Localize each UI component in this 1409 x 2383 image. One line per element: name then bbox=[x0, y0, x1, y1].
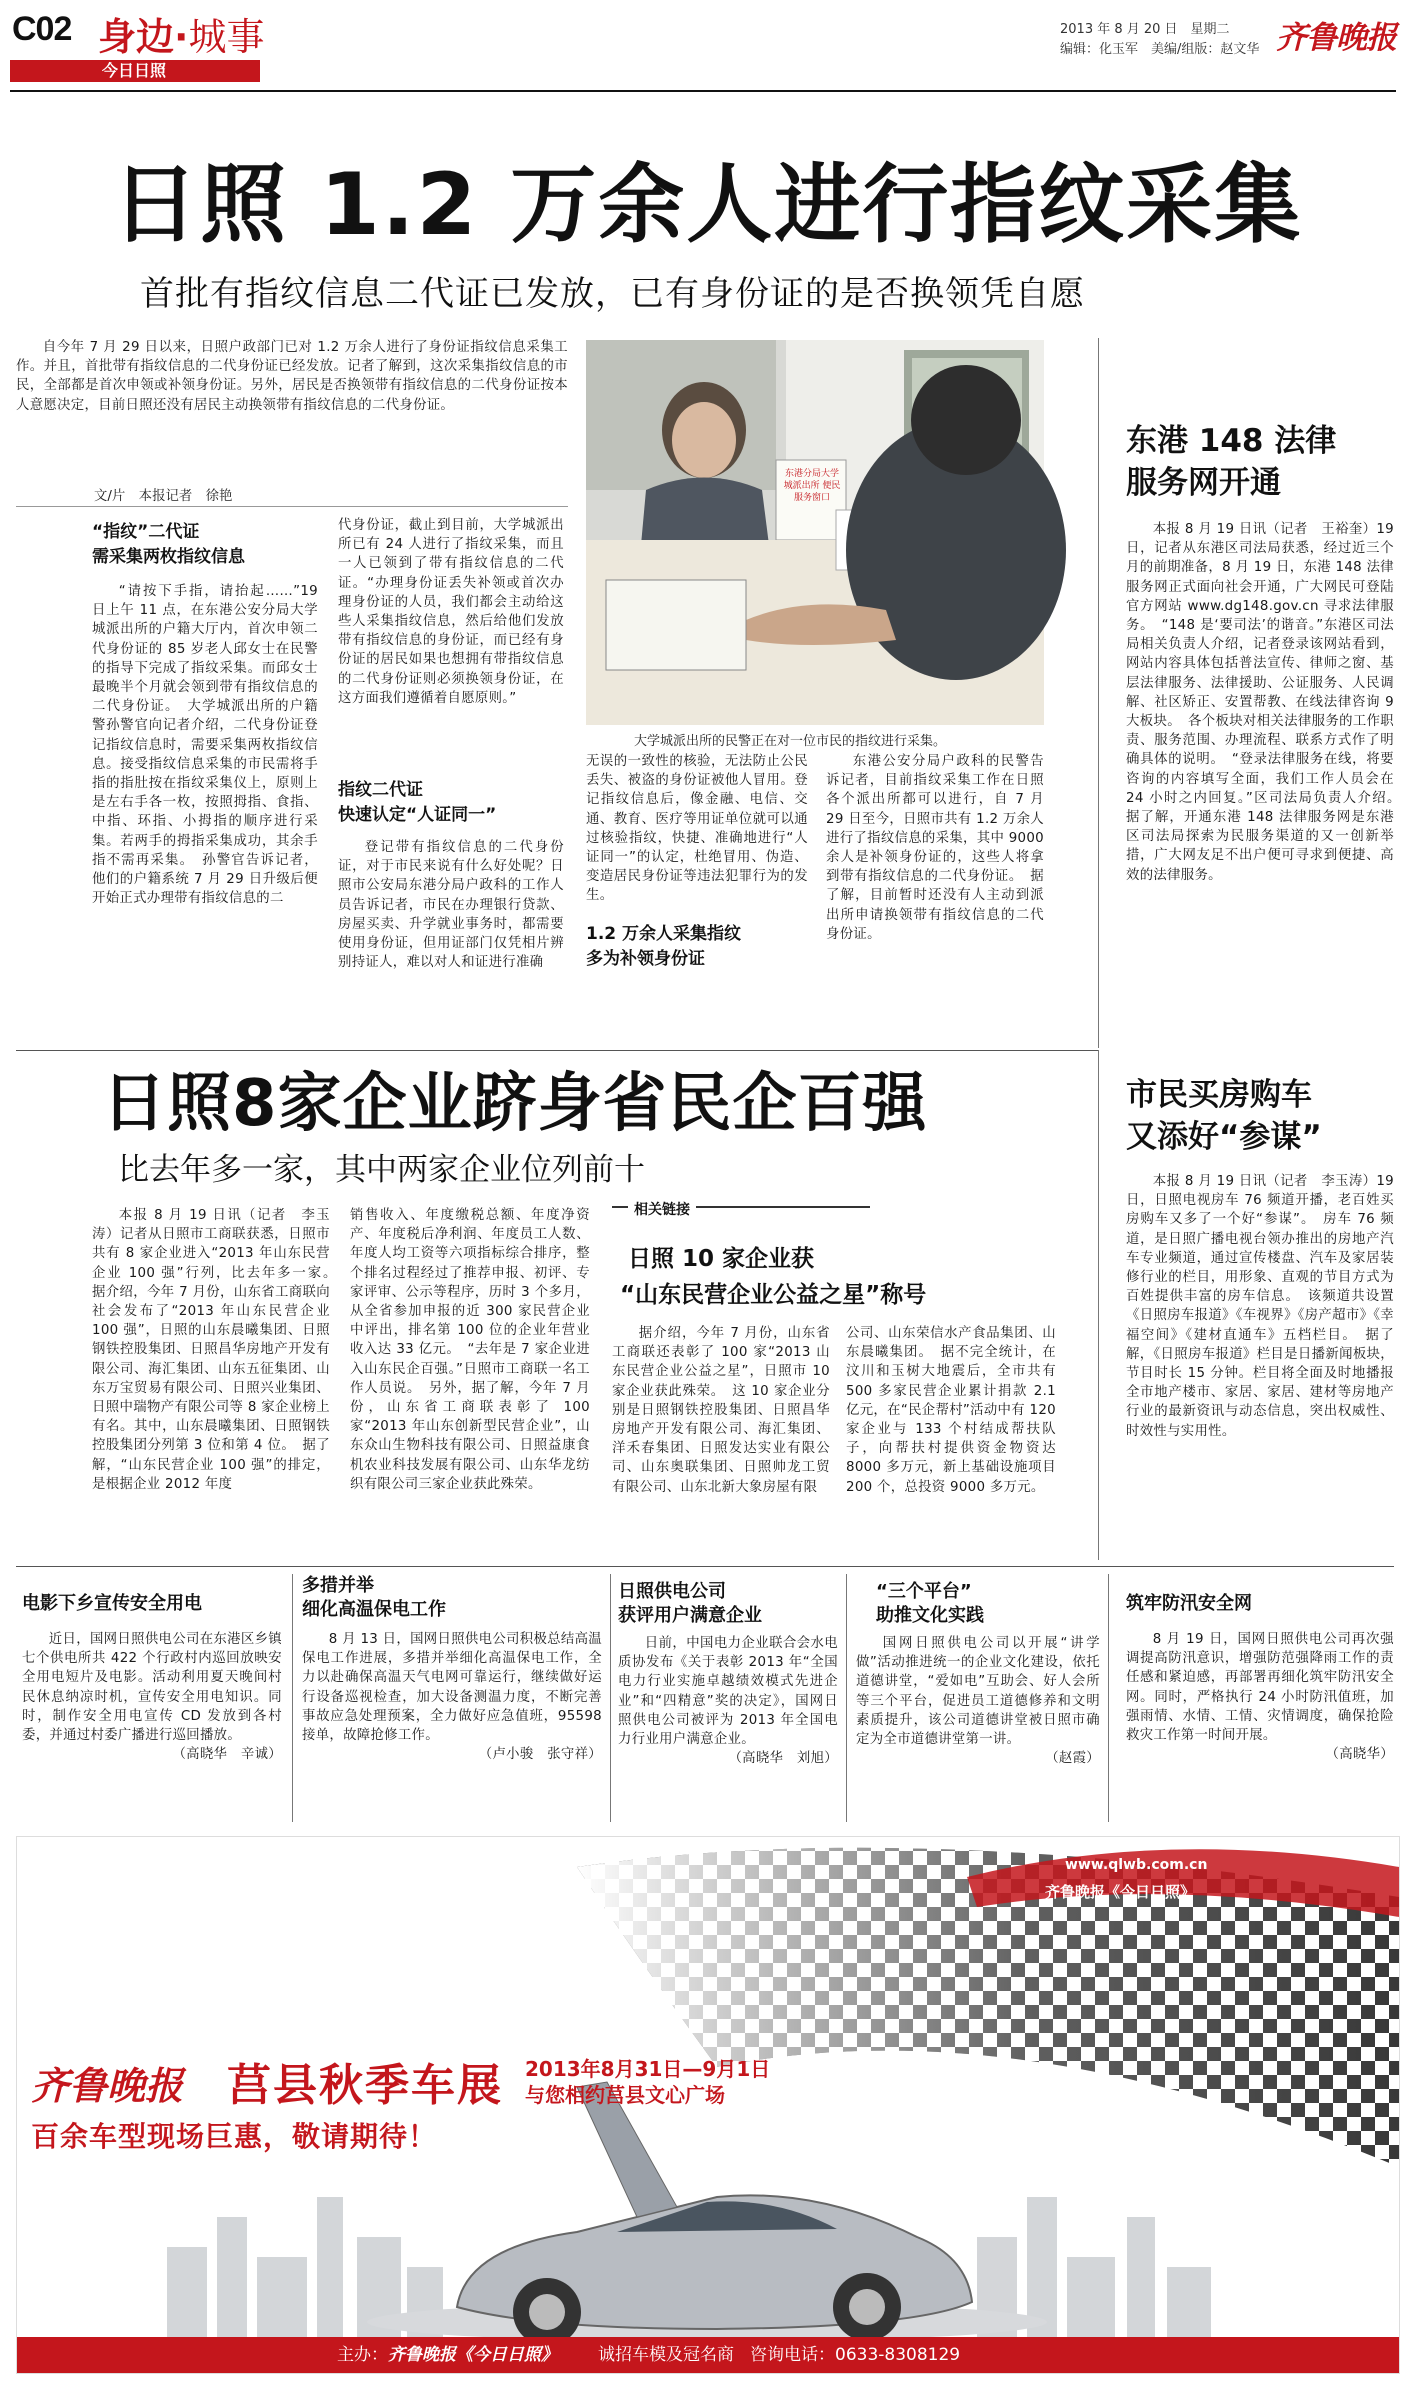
brief-1-text: 近日，国网日照供电公司在东港区乡镇七个供电所共 422 个行政村内巡回放映安全用电短片及电影。活动利用夏天晚间村民休息纳凉时机，宣传安全用电知识。同时，制作安全用电宣传 CD 发放到各村委，并通过村委广播进行巡回播放。 bbox=[22, 1632, 282, 1744]
related-headline-2: “山东民营企业公益之星”称号 bbox=[620, 1282, 927, 1308]
ad-title: 莒县秋季车展 bbox=[227, 2060, 503, 2111]
header-rule bbox=[10, 90, 1396, 92]
legal-headline-1: 东港 148 法律 bbox=[1126, 423, 1337, 459]
brief-3-body bbox=[618, 1634, 838, 1749]
article2-col2-text: 销售收入、年度缴税总额、年度净资产、年度税后净利润、年度员工人数、年度人均工资等六项指标综合排序，整个排名过程经过了推荐申报、初评、专家评审、公示等程序，历时 3 个多月，从全省参加申报的近 300 家民营企业中评出，排名第 100 位的企业年营业收入达 33 亿元。 “去年是 7 家企业进入山东民企百强。”日照市工商联一名工作人员说。 另外，据了解，今年 7 月份，山东省工商联表彰了 100 家“2013 年山东创新型民营企业”，山东众山生物科技有限公司、日照益康食机农业科技发展有限公司、山东华龙纺织有限公司三家企业获此殊荣。 bbox=[350, 1208, 590, 1492]
article1-lead-text: 自今年 7 月 29 日以来，日照户政部门已对 1.2 万余人进行了身份证指纹信息采集工作。并且，首批带有指纹信息的二代身份证已经发放。记者了解到，这次采集指纹信息的市民，全部都是首次申领或补领身份证。另外，居民是否换领带有指纹信息的二代身份证按本人意愿决定，目前日照还没有居民主动换领带有指纹信息的二代身份证。 bbox=[16, 340, 568, 413]
related-col1-text: 据介绍，今年 7 月份，山东省工商联还表彰了 100 家“2013 山东民营企业公益之星”，日照市 10 家企业获此殊荣。 这 10 家企业分别是日照钢铁控股集团、日照昌华房地产开发有限公司、海汇集团、洋禾春集团、日照发达实业有限公司、山东奥联集团、日照帅龙工贸有限公司、山东北新大象房屋有限 bbox=[612, 1326, 830, 1495]
subsection-name: 城事 bbox=[188, 15, 265, 59]
article1-col2b-body bbox=[338, 838, 564, 972]
ad-footer-host: 主办： bbox=[337, 2345, 388, 2365]
brief-4-title-1: “三个平台” bbox=[876, 1581, 972, 1602]
byline-rule bbox=[16, 506, 568, 507]
article1-col1-body bbox=[92, 582, 318, 908]
article1-col3-body bbox=[586, 752, 808, 906]
article1-sub3: 1.2 万余人采集指纹 bbox=[586, 923, 742, 944]
brief-4 bbox=[856, 1580, 1100, 1768]
issue-date: 2013 年 8 月 20 日 星期二 bbox=[1060, 22, 1230, 37]
section-name: 身边 bbox=[98, 15, 175, 59]
related-headline-1: 日照 10 家企业获 bbox=[628, 1246, 815, 1272]
brief-divider-4 bbox=[1108, 1574, 1109, 1822]
article1-col4 bbox=[826, 752, 1044, 944]
brief-4-sign: （赵霞） bbox=[1045, 1751, 1100, 1767]
article1-col2-text: 代身份证，截止到目前，大学城派出所已有 24 人进行了指纹采集，而且一人已领到了带有指纹信息的二代证。“办理身份证丢失补领或首次办理身份证的人员，我们都会主动给这些人采集指纹信息，然后给他们发放带有指纹信息的身份证，而已经有身份证的居民如果也想拥有带指纹信息的二代身份证则必须换领身份证，在这方面我们遵循着自愿原则。” bbox=[338, 518, 564, 706]
article1-sub1b: 需采集两枚指纹信息 bbox=[92, 547, 245, 567]
legal-body-text: 本报 8 月 19 日讯（记者 王裕奎）19 日，记者从东港区司法局获悉，经过近三个月的前期准备，8 月 19 日，东港 148 法律服务网正式面向社会开通，广大网民可登陆官方网站 www.dg148.gov.cn 寻求法律服务。 “148 是‘要司法’的谐音。”东港区司法局相关负责人介绍，记者登录该网站看到，网站内容具体包括普法宣传、律师之窗、基层法律服务、法律援助、公证服务、人民调解、社区矫正、安置帮教、在线法律咨询 9 大板块。 各个板块对相关法律服务的工作职责、服务范围、办理流程、联系方式作了明确具体的说明。 “登录法律服务在线，将要咨询的内容填写全面，我们工作人员会在 24 小时之内回复。”区司法局负责人介绍。 据了解，开通东港 148 法律服务网是东港区司法局探索为民服务渠道的又一创新举措，广大网友足不出户便可寻求到便捷、高效的法律服务。 bbox=[1126, 522, 1408, 883]
article1-photo bbox=[586, 340, 1044, 725]
article1-col2b-text: 登记带有指纹信息的二代身份证，对于市民来说有什么好处呢？日照市公安局东港分局户政科的工作人员告诉记者，市民在办理银行贷款、房屋买卖、升学就业事务时，都需要使用身份证，但用证部门仅凭相片辨别持证人，难以对人和证进行准确 bbox=[338, 840, 564, 971]
ad-footer-brand: 齐鲁晚报《今日日照》 bbox=[388, 2345, 558, 2365]
ad-footer-phone: 咨询电话：0633-8308129 bbox=[750, 2345, 961, 2365]
brief-3-title-2: 获评用户满意企业 bbox=[618, 1605, 762, 1626]
ad-brand-line: 齐鲁晚报《今日日照》 bbox=[1045, 1883, 1196, 1901]
article2-col1-text: 本报 8 月 19 日讯（记者 李玉涛）记者从日照市工商联获悉，日照市共有 8 家企业进入“2013 年山东民营企业 100 强”行列，比去年多一家。 据介绍，今年 7 月份，山东省工商联向社会发布了“2013 年山东民营企业 100 强”，日照的山东晨曦集团、日照钢铁控股集团、日照昌华房地产开发有限公司、海汇集团、山东五征集团、山东万宝贸易有限公司、日照兴业集团、日照中瑞物产有限公司等 8 家企业榜上有名。其中，山东晨曦集团、日照钢铁控股集团分列第 3 位和第 4 位。 据了解，“山东民营企业 100 强”的排定，是根据企业 2012 年度 bbox=[92, 1208, 344, 1492]
article1-sub2: 指纹二代证 bbox=[338, 780, 423, 800]
car-headline-2: 又添好“参谋” bbox=[1126, 1119, 1322, 1155]
article2-col1 bbox=[92, 1206, 344, 1494]
article1-col2 bbox=[338, 516, 564, 972]
brief-2-title-2: 细化高温保电工作 bbox=[302, 1599, 446, 1620]
col-divider-a1 bbox=[1098, 338, 1099, 1048]
article1-col4-body bbox=[826, 752, 1044, 944]
related-col2 bbox=[846, 1324, 1056, 1497]
article2-col2-body bbox=[350, 1206, 590, 1494]
brief-divider-1 bbox=[292, 1574, 293, 1822]
related-col1-body bbox=[612, 1324, 830, 1497]
car-headline-1: 市民买房购车 bbox=[1126, 1077, 1312, 1113]
brief-1 bbox=[22, 1580, 282, 1764]
article1-col1 bbox=[92, 520, 318, 908]
article1-sub3b: 多为补领身份证 bbox=[586, 948, 705, 969]
car-article bbox=[1126, 1074, 1394, 1562]
ad-footer bbox=[337, 2343, 960, 2367]
article1-headline: 日照 1.2 万余人进行指纹采集 bbox=[112, 155, 1303, 255]
page-number: C02 bbox=[12, 10, 72, 48]
brief-1-body bbox=[22, 1630, 282, 1745]
photo-window-sign: 东港分局大学城派出所 便民服务窗口 bbox=[783, 469, 841, 503]
article1-deck: 首批有指纹信息二代证已发放，已有身份证的是否换领凭自愿 bbox=[140, 274, 1085, 314]
masthead-logo: 齐鲁晚报 bbox=[1276, 20, 1396, 56]
article1-sub2b: 快速认定“人证同一” bbox=[338, 805, 497, 825]
ad-website: www.qlwb.com.cn bbox=[1065, 1857, 1208, 1873]
section-dot: · bbox=[174, 15, 189, 59]
related-link-tag: 相关链接 bbox=[628, 1200, 696, 1220]
article1-lead bbox=[16, 338, 568, 415]
brief-4-body bbox=[856, 1634, 1100, 1749]
brief-1-sign: （高晓华 辛诚） bbox=[172, 1747, 282, 1763]
ad-brand-logo: 齐鲁晚报 bbox=[31, 2063, 184, 2108]
legal-body bbox=[1126, 520, 1408, 1045]
brief-3-title-1: 日照供电公司 bbox=[618, 1581, 726, 1602]
car-body-text: 本报 8 月 19 日讯（记者 李玉涛）19 日，日照电视房车 76 频道开播，老百姓买房购车又多了一个好“参谋”。 房车 76 频道，是日照广播电视台领办推出的房地产汽车专业频道，通过宣传楼盘、汽车及家居装修行业的栏目，用形象、直观的节目方式为百姓提供丰富的房车信息。 该频道共设置《日照房车报道》《车视界》《房产超市》《幸福空间》《建材直通车》五档栏目。 据了解，《日照房车报道》栏目是日播新闻板块，节目时长 15 分钟。栏目将全面及时地播报全市地产楼市、家居、家居、建材等房地产行业的最新资讯与动态信息，突出权威性、时效性与实用性。 bbox=[1126, 1174, 1394, 1439]
legal-article bbox=[1126, 420, 1408, 1045]
related-col2-text: 公司、山东荣信水产食品集团、山东晨曦集团。 据不完全统计，在汶川和玉树大地震后，全市共有 500 多家民营企业累计捐款 2.1 亿元，在“民企帮村”活动中有 120 家企业与 133 个村结成帮扶队子，向帮扶村提供资金物资达 8000 多万元，新上基础设施项目 200 个，总投资 9000 多万元。 bbox=[846, 1326, 1056, 1495]
related-col2-body bbox=[846, 1324, 1056, 1497]
related-col1 bbox=[612, 1324, 830, 1497]
article1-col1-text: “请按下手指，请抬起……”19 日上午 11 点，在东港公安分局大学城派出所的户籍大厅内，首次申领二代身份证的 85 岁老人邱女士在民警的指导下完成了指纹采集。而邱女士最晚半个月就会领到带有指纹信息的二代身份证。 大学城派出所的户籍警孙警官向记者介绍，二代身份证登记指纹信息时，需要采集两枚指纹信息。接受指纹信息采集的市民需将手指的指肚按在指纹采集仪上，原则上是左右手各一枚，按照拇指、食指、中指、环指、小拇指的顺序进行采集。若两手的拇指采集成功，其余手指不需再采集。 孙警官告诉记者，他们的户籍系统 7 月 29 日升级后便开始正式办理带有指纹信息的二 bbox=[92, 584, 318, 907]
brief-5-title: 筑牢防汛安全网 bbox=[1126, 1593, 1252, 1614]
article1-byline: 文/片 本报记者 徐艳 bbox=[94, 489, 233, 504]
article1-photo-caption: 大学城派出所的民警正在对一位市民的指纹进行采集。 bbox=[634, 734, 947, 749]
brief-divider-2 bbox=[610, 1574, 611, 1822]
brief-2-sign: （卢小骏 张守祥） bbox=[478, 1747, 602, 1763]
brief-2-body bbox=[302, 1630, 602, 1745]
car-body bbox=[1126, 1172, 1394, 1562]
brief-2-text: 8 月 13 日，国网日照供电公司积极总结高温保电工作进展，多措并举细化高温保电工作，全力以赴确保高温天气电网可靠运行，继续做好运行设备巡视检查，加大设备测温力度，不断完善事故应急处理预案，全力做好应急值班，95598 接单，故障抢修工作。 bbox=[302, 1632, 602, 1744]
brief-3 bbox=[618, 1580, 838, 1768]
edition-label: 今日日照 bbox=[102, 61, 167, 80]
ad-slogan: 百余车型现场巨惠，敬请期待！ bbox=[31, 2120, 438, 2153]
article2-deck: 比去年多一家，其中两家企业位列前十 bbox=[118, 1152, 645, 1188]
brief-2-title-1: 多措并举 bbox=[302, 1575, 374, 1596]
article1-col3 bbox=[586, 752, 808, 972]
article1-col4-text: 东港公安分局户政科的民警告诉记者，目前指纹采集工作在日照各个派出所都可以进行，自 7 月 29 日至今，日照市共有 1.2 万余人进行了指纹信息的采集，其中 9000 余人是补领身份证的，这些人将拿到带有指纹信息的二代身份证。 据了解，目前暂时还没有人主动到派出所申请换领带有指纹信息的二代身份证。 bbox=[826, 754, 1044, 942]
ad-date: 2013年8月31日—9月1日 bbox=[525, 2057, 771, 2081]
briefs-top-rule bbox=[16, 1566, 1394, 1567]
brief-4-text: 国网日照供电公司以开展“讲学做”活动推进统一的企业文化建设，依托道德讲堂，“爱如电”互助会、好人会所等三个平台，促进员工道德修养和文明素质提升，该公司道德讲堂被日照市确定为全市道德讲堂第一讲。 bbox=[856, 1636, 1100, 1748]
fingerprint-photo-illustration bbox=[586, 340, 1044, 725]
article1-col2-body bbox=[338, 516, 564, 764]
brief-5-text: 8 月 19 日，国网日照供电公司再次强调提高防汛意识，增强防范强降雨工作的责任感和紧迫感，再部署再细化筑牢防汛安全网。同时，严格执行 24 小时防汛值班，加强雨情、水情、工情、灾情调度，确保抢险救灾工作第一时间开展。 bbox=[1126, 1632, 1394, 1744]
editors-line: 编辑：化玉军 美编/组版：赵文华 bbox=[1060, 42, 1260, 57]
brief-1-title: 电影下乡宣传安全用电 bbox=[22, 1593, 202, 1614]
brief-5-sign: （高晓华） bbox=[1325, 1747, 1394, 1763]
article1-col3-text: 无误的一致性的核验，无法防止公民丢失、被盗的身份证被他人冒用。登记指纹信息后，像金融、电信、交通、教育、医疗等用证单位就可以通过核验指纹，快捷、准确地进行“人证同一”的认定，杜绝冒用、伪造、变造居民身份证等违法犯罪行为的发生。 bbox=[586, 754, 808, 904]
sports-car-icon bbox=[457, 2082, 972, 2346]
brief-divider-3 bbox=[846, 1574, 847, 1822]
brief-5-body bbox=[1126, 1630, 1394, 1745]
ad-venue: 与您相约莒县文心广场 bbox=[525, 2083, 725, 2107]
article2-headline: 日照8家企业跻身省民企百强 bbox=[102, 1067, 928, 1141]
article2-col1-body bbox=[92, 1206, 344, 1494]
brief-5 bbox=[1126, 1580, 1394, 1764]
brief-4-title-2: 助推文化实践 bbox=[876, 1605, 984, 1626]
car-show-ad bbox=[16, 1836, 1400, 2374]
legal-headline-2: 服务网开通 bbox=[1126, 465, 1281, 501]
article2-top-rule bbox=[16, 1050, 1098, 1051]
section-title bbox=[98, 6, 264, 61]
article1-sub1: “指纹”二代证 bbox=[92, 522, 200, 542]
col-divider-a2 bbox=[1098, 1050, 1099, 1560]
article2-col2 bbox=[350, 1206, 590, 1494]
ad-footer-recruit: 诚招车模及冠名商 bbox=[598, 2345, 734, 2365]
brief-3-text: 日前，中国电力企业联合会水电质协发布《关于表彰 2013 年“全国电力行业实施卓越绩效模式先进企业”和“四精意”奖的决定》，国网日照供电公司被评为 2013 年全国电力行业用户满意企业。 bbox=[618, 1636, 838, 1748]
brief-2 bbox=[302, 1574, 602, 1764]
brief-3-sign: （高晓华 刘旭） bbox=[728, 1751, 838, 1767]
